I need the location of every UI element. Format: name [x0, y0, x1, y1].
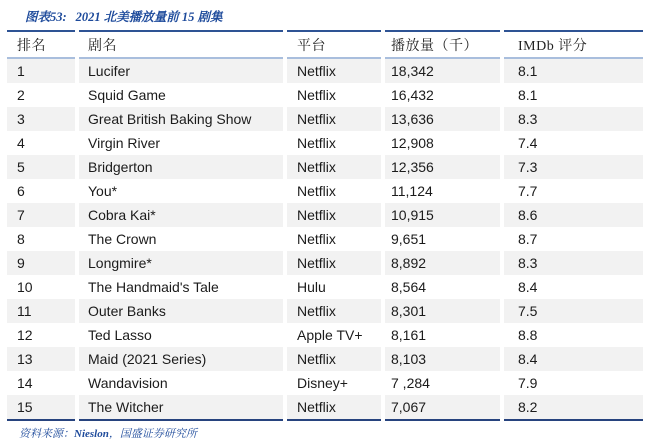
cell-imdb: 7.3: [504, 155, 643, 179]
cell-show-name: Cobra Kai*: [79, 203, 283, 227]
cell-views: 8,564: [391, 279, 427, 295]
source-name: Nieslon: [74, 428, 109, 440]
cell-imdb: 8.3: [504, 107, 643, 131]
cell-imdb: 8.4: [518, 279, 538, 295]
figure-label: 图表53:: [25, 10, 67, 24]
cell-rank: 7: [7, 203, 75, 227]
table-row: [7, 83, 643, 107]
source-note: [19, 425, 647, 441]
table-body: [7, 59, 643, 421]
cell-rank: 4: [17, 135, 25, 151]
cell-show-name: Longmire*: [79, 251, 283, 275]
cell-show-name: Wandavision: [88, 375, 168, 391]
figure-title-text: 2021 北美播放量前 15 剧集: [75, 10, 223, 24]
cell-show-name: The Witcher: [79, 395, 283, 421]
table-row: [7, 347, 643, 371]
cell-rank: 10: [17, 279, 33, 295]
table-row: [7, 155, 643, 179]
cell-imdb: 8.3: [504, 251, 643, 275]
table-row: [7, 227, 643, 251]
cell-views: 13,636: [385, 107, 500, 131]
cell-platform: Netflix: [297, 231, 336, 247]
cell-imdb: 8.1: [518, 87, 538, 103]
cell-views: 7 ,284: [391, 375, 430, 391]
cell-platform: Apple TV+: [297, 327, 363, 343]
cell-imdb: 7.7: [518, 183, 538, 199]
cell-views: 10,915: [385, 203, 500, 227]
cell-views: 16,432: [391, 87, 434, 103]
cell-show-name: The Crown: [88, 231, 157, 247]
cell-imdb: 7.9: [518, 375, 538, 391]
table-row: [7, 251, 643, 275]
cell-show-name: Bridgerton: [79, 155, 283, 179]
cell-platform: Netflix: [287, 347, 381, 371]
cell-show-name: Lucifer: [79, 59, 283, 83]
cell-imdb: 7.4: [518, 135, 538, 151]
cell-show-name: The Handmaid's Tale: [88, 279, 219, 295]
cell-views: 8,892: [385, 251, 500, 275]
table-row: [7, 131, 643, 155]
cell-rank: 6: [17, 183, 25, 199]
table-row: [7, 275, 643, 299]
cell-views: 18,342: [385, 59, 500, 83]
cell-show-name: Great British Baking Show: [79, 107, 283, 131]
cell-platform: Netflix: [297, 87, 336, 103]
cell-imdb: 8.2: [504, 395, 643, 421]
table-row: [7, 323, 643, 347]
cell-rank: 11: [7, 299, 75, 323]
cell-views: 7,067: [385, 395, 500, 421]
source-prefix: 资料来源：: [19, 428, 74, 440]
cell-platform: Netflix: [297, 135, 336, 151]
cell-views: 8,301: [385, 299, 500, 323]
cell-platform: Netflix: [287, 155, 381, 179]
cell-show-name: You*: [88, 183, 118, 199]
table-header: [7, 30, 643, 59]
cell-platform: Hulu: [297, 279, 326, 295]
table-row: [7, 107, 643, 131]
cell-show-name: Ted Lasso: [88, 327, 152, 343]
cell-rank: 14: [17, 375, 33, 391]
cell-views: 9,651: [391, 231, 427, 247]
cell-platform: Netflix: [287, 395, 381, 421]
table-row: [7, 371, 643, 395]
cell-imdb: 8.4: [504, 347, 643, 371]
column-header-rank: 排名: [7, 30, 75, 59]
cell-imdb: 8.7: [518, 231, 538, 247]
cell-platform: Netflix: [287, 59, 381, 83]
cell-imdb: 8.8: [518, 327, 538, 343]
cell-views: 8,161: [391, 327, 427, 343]
cell-views: 12,356: [385, 155, 500, 179]
table-row: [7, 179, 643, 203]
cell-rank: 1: [7, 59, 75, 83]
cell-rank: 2: [17, 87, 25, 103]
cell-rank: 5: [7, 155, 75, 179]
cell-rank: 8: [17, 231, 25, 247]
table-row: [7, 59, 643, 83]
cell-rank: 3: [7, 107, 75, 131]
cell-show-name: Outer Banks: [79, 299, 283, 323]
column-header-name: 剧名: [79, 30, 283, 59]
table-row: [7, 203, 643, 227]
cell-imdb: 8.6: [504, 203, 643, 227]
cell-views: 8,103: [385, 347, 500, 371]
cell-rank: 9: [7, 251, 75, 275]
cell-platform: Netflix: [287, 299, 381, 323]
column-header-imdb: IMDb 评分: [504, 30, 643, 59]
cell-rank: 13: [7, 347, 75, 371]
cell-views: 12,908: [391, 135, 434, 151]
cell-platform: Disney+: [297, 375, 348, 391]
table-row: [7, 299, 643, 323]
table-header-row: [7, 30, 643, 59]
table-row: [7, 395, 643, 421]
cell-rank: 12: [17, 327, 33, 343]
figure-title: [25, 7, 647, 25]
cell-show-name: Maid (2021 Series): [79, 347, 283, 371]
cell-show-name: Virgin River: [88, 135, 161, 151]
cell-imdb: 7.5: [504, 299, 643, 323]
cell-show-name: Squid Game: [88, 87, 166, 103]
cell-platform: Netflix: [287, 203, 381, 227]
source-suffix: ，国盛证券研究所: [108, 428, 197, 440]
column-header-platform: 平台: [287, 30, 381, 59]
cell-platform: Netflix: [297, 183, 336, 199]
cell-imdb: 8.1: [504, 59, 643, 83]
cell-views: 11,124: [391, 183, 433, 199]
column-header-views: 播放量（千）: [385, 30, 500, 59]
cell-platform: Netflix: [287, 251, 381, 275]
streaming-rank-table: [3, 30, 647, 421]
cell-platform: Netflix: [287, 107, 381, 131]
cell-rank: 15: [7, 395, 75, 421]
